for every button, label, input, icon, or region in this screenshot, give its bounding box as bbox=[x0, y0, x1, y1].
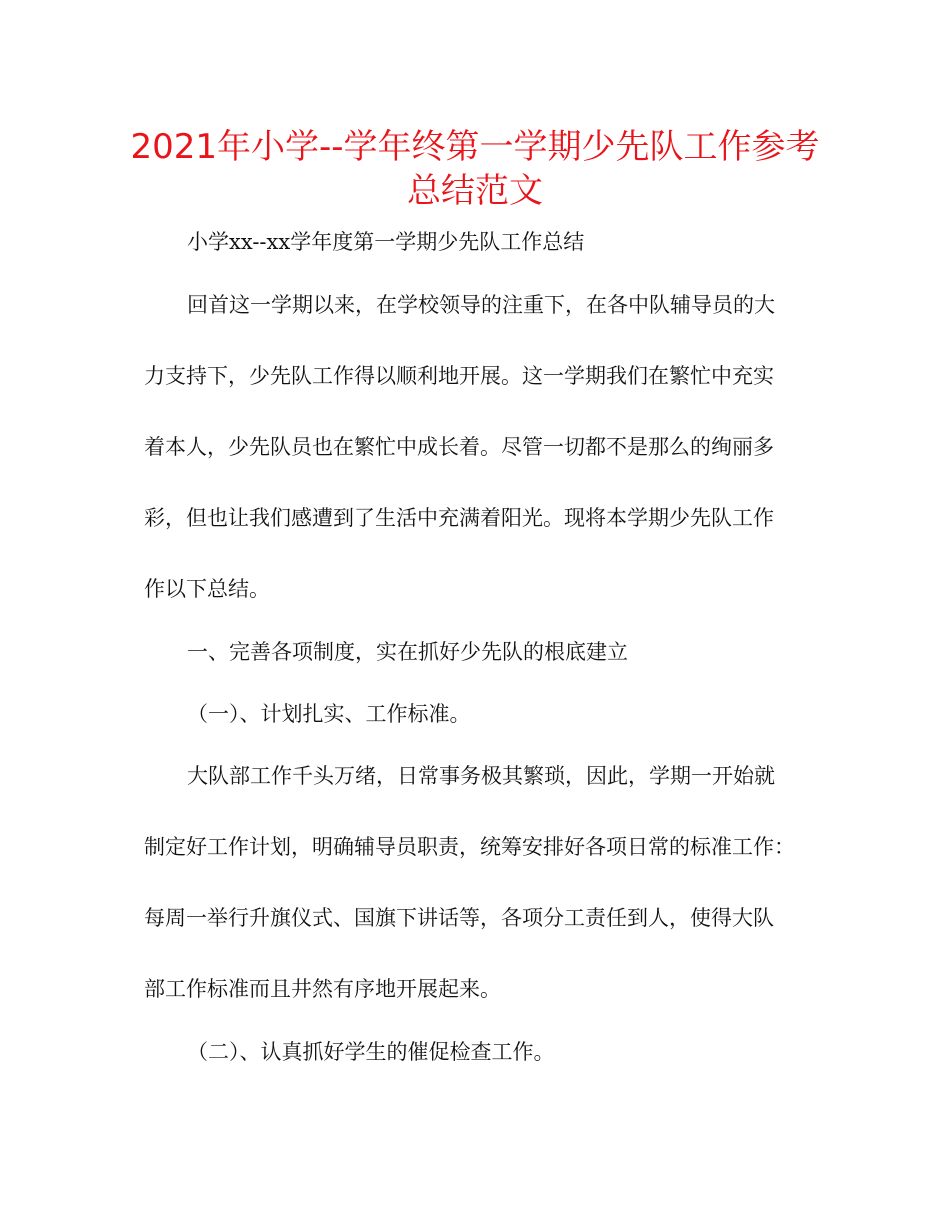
paragraph-line: 着本人，少先队员也在繁忙中成长着。尽管一切都不是那么的绚丽多 bbox=[144, 435, 774, 459]
section-heading: 一、完善各项制度，实在抓好少先队的根底建立 bbox=[187, 640, 628, 664]
paragraph-line: 部工作标准而且井然有序地开展起来。 bbox=[144, 977, 501, 1001]
paragraph-line: 力支持下，少先队工作得以顺利地开展。这一学期我们在繁忙中充实 bbox=[144, 364, 774, 388]
paragraph-line: 彩，但也让我们感遭到了生活中充满着阳光。现将本学期少先队工作 bbox=[144, 506, 774, 530]
subsection-heading: （二）、认真抓好学生的催促检查工作。 bbox=[187, 1040, 555, 1064]
paragraph-line: 制定好工作计划，明确辅导员职责，统筹安排好各项日常的标准工作： bbox=[144, 835, 795, 859]
document-title-line-1: 2021年小学--学年终第一学期少先队工作参考 bbox=[130, 127, 820, 167]
paragraph-line: 大队部工作千头万绪，日常事务极其繁琐，因此，学期一开始就 bbox=[187, 764, 775, 788]
document-title-line-2: 总结范文 bbox=[407, 171, 543, 211]
paragraph-line: 作以下总结。 bbox=[144, 577, 270, 601]
subsection-heading: （一）、计划扎实、工作标准。 bbox=[187, 702, 471, 726]
paragraph-line: 每周一举行升旗仪式、国旗下讲话等，各项分工责任到人，使得大队 bbox=[144, 906, 774, 930]
paragraph-line: 回首这一学期以来，在学校领导的注重下，在各中队辅导员的大 bbox=[187, 293, 775, 317]
subtitle-paragraph: 小学xx--xx学年度第一学期少先队工作总结 bbox=[187, 230, 585, 254]
